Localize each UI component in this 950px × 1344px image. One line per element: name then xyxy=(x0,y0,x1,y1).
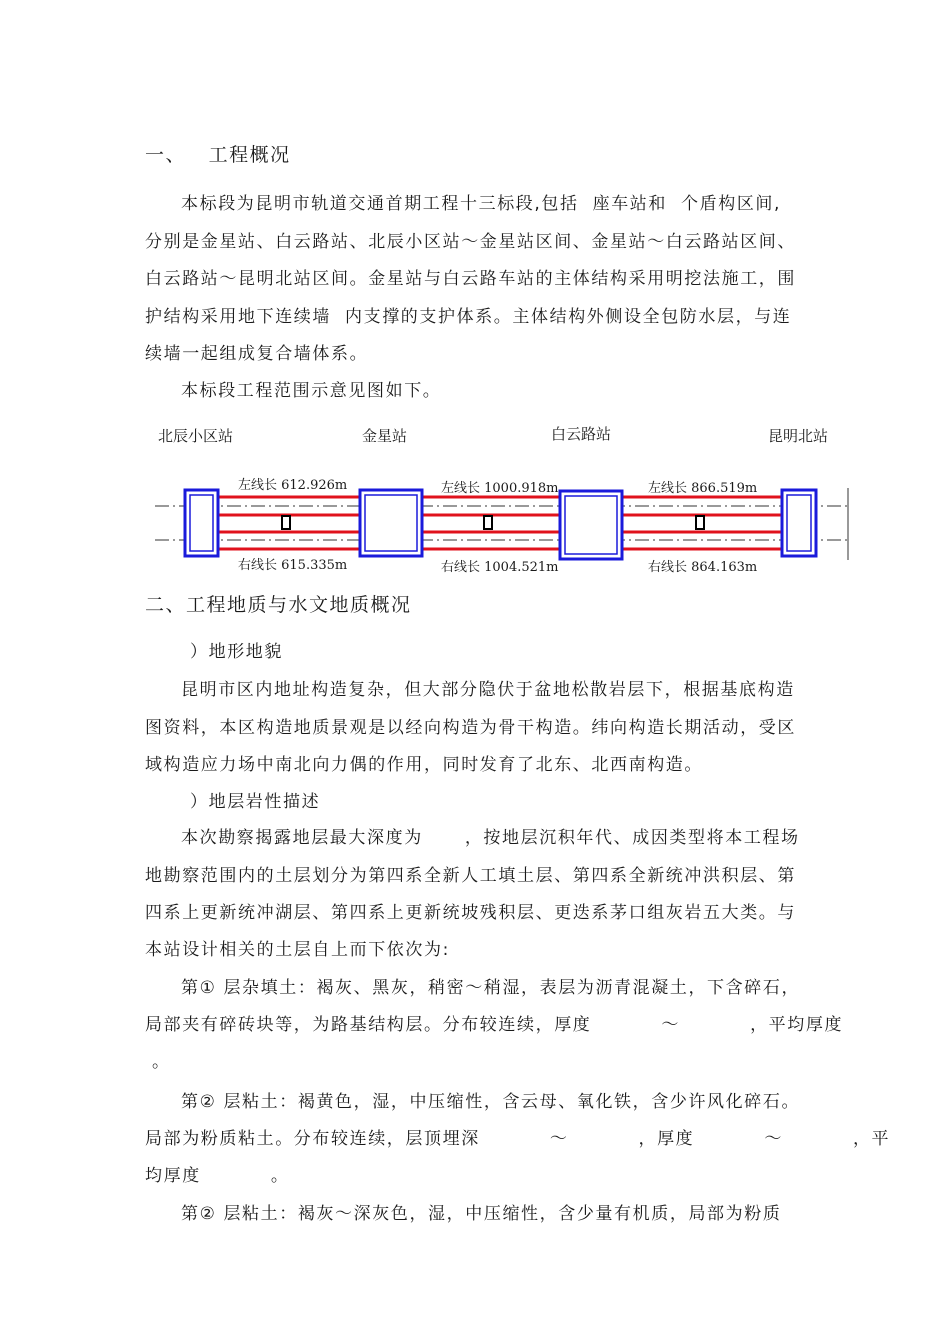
paragraph-line: 分别是金星站、白云路站、北辰小区站～金星站区间、金星站～白云路站区间、 xyxy=(145,232,796,252)
left-line-length: 左线长 612.926m xyxy=(238,478,348,493)
right-line-length: 右线长 1004.521m xyxy=(441,560,559,575)
station-label: 白云路站 xyxy=(551,425,612,443)
shaft-marker xyxy=(696,516,704,529)
layer-1-line: 局部夹有碎砖块等，为路基结构层。分布较连续，厚度 ～ ，平均厚度 xyxy=(145,1015,844,1035)
station-box-baiyunlu xyxy=(560,491,622,559)
shaft-marker xyxy=(484,516,492,529)
layer-1-line: 。 xyxy=(145,1052,171,1072)
subheading-terrain: ）地形地貌 xyxy=(190,642,283,662)
paragraph-line: 地勘察范围内的土层划分为第四系全新人工填土层、第四系全新统冲洪积层、第 xyxy=(145,866,796,886)
paragraph-line: 本站设计相关的土层自上而下依次为: xyxy=(145,940,450,960)
left-line-length: 左线长 866.519m xyxy=(648,481,758,496)
station-label: 北辰小区站 xyxy=(158,427,234,445)
figure-intro-text: 本标段工程范围示意见图如下。 xyxy=(181,381,442,401)
shaft-marker xyxy=(282,516,290,529)
paragraph-line: 续墙一起组成复合墙体系。 xyxy=(145,344,369,364)
paragraph-line: 昆明市区内地址构造复杂，但大部分隐伏于盆地松散岩层下，根据基底构造 xyxy=(181,680,795,700)
station-label: 昆明北站 xyxy=(768,427,829,445)
paragraph-line: 白云路站～昆明北站区间。金星站与白云路车站的主体结构采用明挖法施工，围 xyxy=(145,269,796,289)
station-box-kunmingbei xyxy=(782,490,816,556)
route-diagram xyxy=(150,418,850,580)
layer-2-line: 局部为粉质粘土。分布较连续，层顶埋深 ～ ，厚度 ～ ，平 xyxy=(145,1129,891,1149)
layer-1-line: 第① 层杂填土：褐灰、黑灰，稍密～稍湿，表层为沥青混凝土，下含碎石， xyxy=(181,978,801,998)
station-box-beichen xyxy=(185,490,218,556)
paragraph-line: 本次勘察揭露地层最大深度为 ，按地层沉积年代、成因类型将本工程场 xyxy=(181,828,800,848)
layer-2-line: 第② 层粘土：褐黄色，湿，中压缩性，含云母、氧化铁，含少许风化碎石。 xyxy=(181,1092,801,1112)
paragraph-line: 本标段为昆明市轨道交通首期工程十三标段,包括 座车站和 个盾构区间, xyxy=(181,194,782,214)
right-line-length: 右线长 864.163m xyxy=(648,560,758,575)
section-2-heading: 二、工程地质与水文地质概况 xyxy=(145,594,412,616)
right-line-length: 右线长 615.335m xyxy=(238,558,348,573)
subheading-strata: ）地层岩性描述 xyxy=(190,792,321,812)
station-label: 金星站 xyxy=(362,427,408,445)
layer-3-line: 第② 层粘土：褐灰～深灰色，湿，中压缩性，含少量有机质，局部为粉质 xyxy=(181,1204,782,1224)
station-box-jinxing xyxy=(360,490,422,556)
left-line-length: 左线长 1000.918m xyxy=(441,481,559,496)
paragraph-line: 四系上更新统冲湖层、第四系上更新统坡残积层、更迭系茅口组灰岩五大类。与 xyxy=(145,903,796,923)
layer-2-line: 均厚度 。 xyxy=(145,1166,290,1186)
paragraph-line: 图资料，本区构造地质景观是以经向构造为骨干构造。纬向构造长期活动，受区 xyxy=(145,718,796,738)
paragraph-line: 域构造应力场中南北向力偶的作用，同时发育了北东、北西南构造。 xyxy=(145,755,703,775)
section-1-heading: 一、 工程概况 xyxy=(145,144,291,166)
paragraph-line: 护结构采用地下连续墙 内支撑的支护体系。主体结构外侧设全包防水层，与连 xyxy=(145,307,792,327)
